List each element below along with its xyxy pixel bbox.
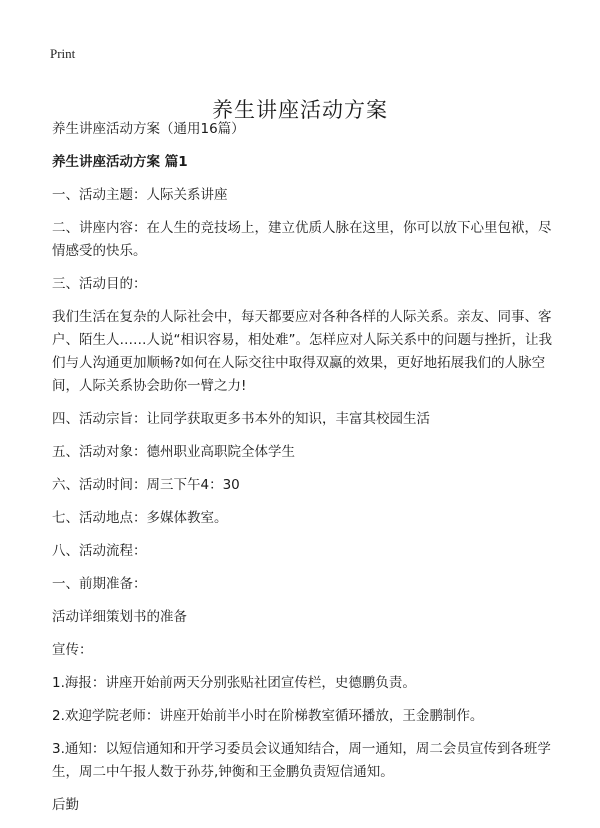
- paragraph-promotion-heading: 宣传：: [52, 642, 93, 658]
- document-subtitle: 养生讲座活动方案（通用16篇）: [52, 121, 245, 137]
- paragraph-location: 七、活动地点：多媒体教室。: [52, 510, 228, 526]
- paragraph-process-heading: 八、活动流程：: [52, 543, 147, 559]
- list-item-poster: 1.海报：讲座开始前两天分别张贴社团宣传栏，史德鹏负责。: [52, 675, 416, 691]
- paragraph-time: 六、活动时间：周三下午4：30: [52, 477, 240, 493]
- paragraph-content: 二、讲座内容：在人生的竞技场上，建立优质人脉在这里，你可以放下心里包袱，尽情感受的快乐。: [52, 220, 552, 259]
- paragraph-plan-prep: 活动详细策划书的准备: [52, 609, 187, 625]
- paragraph-preparation-heading: 一、前期准备：: [52, 576, 147, 592]
- paragraph-audience: 五、活动对象：德州职业高职院全体学生: [52, 444, 295, 460]
- paragraph-purpose-heading: 三、活动目的：: [52, 276, 147, 292]
- paragraph-theme: 一、活动主题：人际关系讲座: [52, 187, 228, 203]
- list-item-welcome: 2.欢迎学院老师：讲座开始前半小时在阶梯教室循环播放，王金鹏制作。: [52, 708, 484, 724]
- list-item-notice: 3.通知：以短信通知和开学习委员会议通知结合，周一通知，周二会员宣传到各班学生，周二中午报人数于孙芬,钟衡和王金鹏负责短信通知。: [52, 741, 551, 780]
- page-title: 养生讲座活动方案: [212, 98, 388, 123]
- paragraph-purpose-body: 我们生活在复杂的人际社会中，每天都要应对各种各样的人际关系。亲友、同事、客户、陌生人……人说“相识容易，相处难”。怎样应对人际关系中的问题与挫折，让我们与人沟通更加顺畅?如何在人际交往中取得双赢的效果，更好地拓展我们的人脉空间，人际关系协会助你一臂之力!: [52, 309, 552, 394]
- document-body: [52, 118, 552, 827]
- print-link[interactable]: Print: [50, 46, 76, 61]
- paragraph-aim: 四、活动宗旨：让同学获取更多书本外的知识，丰富其校园生活: [52, 411, 430, 427]
- section-heading: 养生讲座活动方案 篇1: [52, 154, 188, 170]
- paragraph-logistics-heading: 后勤: [52, 797, 79, 813]
